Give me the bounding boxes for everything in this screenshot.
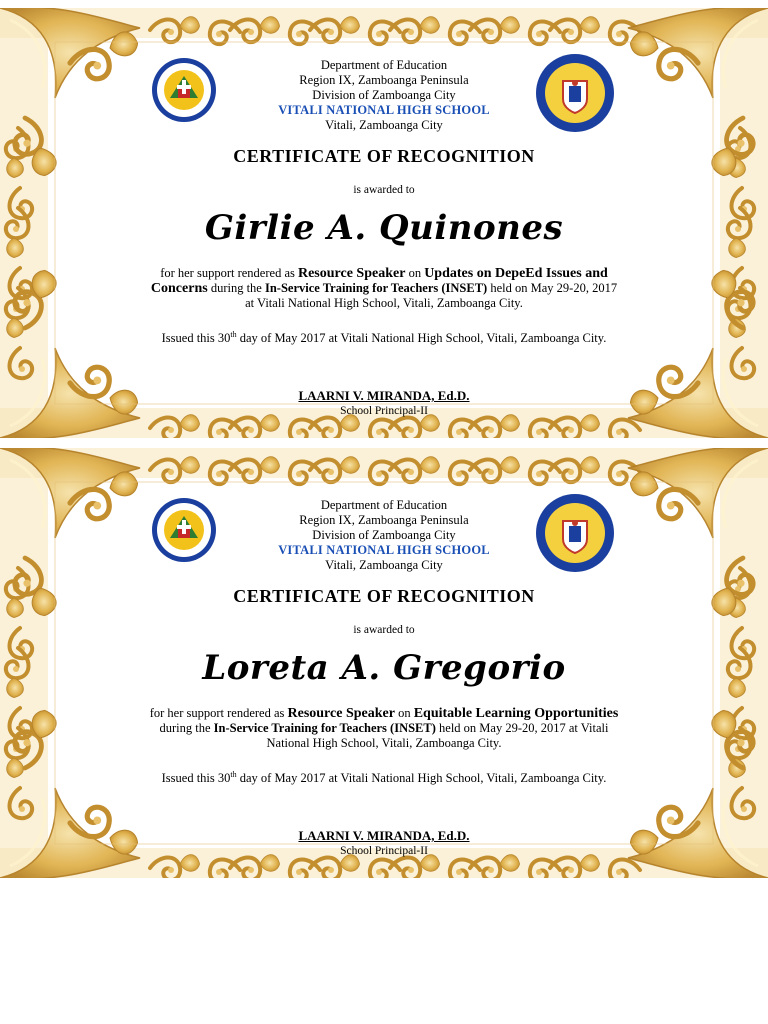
topic-text: Updates on DepeEd Issues and (424, 266, 608, 281)
dept-name: Department of Education (320, 498, 448, 512)
certificate-title: CERTIFICATE OF RECOGNITION (233, 146, 535, 166)
citation-part: held on May 29-20, 2017 (487, 281, 618, 295)
certificate-content (90, 448, 678, 878)
topic-text: Equitable Learning Opportunities (413, 706, 619, 721)
school-location: Vitali, Zamboanga City (325, 558, 443, 572)
header-block (90, 58, 678, 133)
signatory-name: LAARNI V. MIRANDA, Ed.D. (298, 388, 470, 403)
school-location: Vitali, Zamboanga City (325, 118, 443, 132)
citation-part: held on May 29-20, 2017 at Vitali (435, 721, 609, 735)
signatory-position: School Principal-II (340, 405, 428, 417)
region-name: Region IX, Zamboanga Peninsula (299, 73, 469, 87)
signatory-name: LAARNI V. MIRANDA, Ed.D. (298, 828, 470, 843)
citation-part: during the (207, 281, 265, 295)
citation-part: during the (159, 721, 214, 735)
awarded-text: is awarded to (353, 184, 415, 196)
school-name: VITALI NATIONAL HIGH SCHOOL (278, 543, 490, 557)
citation-part: on (405, 266, 425, 280)
citation-part: National High School, Vitali, Zamboanga City. (266, 736, 502, 750)
dept-name: Department of Education (320, 58, 448, 72)
certificate-title: CERTIFICATE OF RECOGNITION (233, 586, 535, 606)
citation-part: for her support rendered as (149, 706, 288, 720)
issued-sup: th (230, 330, 237, 339)
certificate-1 (0, 8, 768, 438)
region-name: Region IX, Zamboanga Peninsula (299, 513, 469, 527)
event-text: In-Service Training for Teachers (INSET) (264, 281, 488, 295)
citation-text (90, 266, 678, 311)
issued-part: Issued this 30 (161, 331, 231, 346)
issued-text (90, 330, 678, 346)
role-text: Resource Speaker (297, 266, 406, 281)
issued-part: Issued this 30 (161, 771, 231, 786)
school-name: VITALI NATIONAL HIGH SCHOOL (278, 103, 490, 117)
division-name: Division of Zamboanga City (312, 528, 456, 542)
certificate-2 (0, 448, 768, 878)
citation-part: at Vitali National High School, Vitali, Zamboanga City. (245, 296, 523, 310)
issued-part: day of May 2017 at Vitali National High School, Vitali, Zamboanga City. (236, 331, 607, 346)
topic-text-cont: Concerns (150, 281, 208, 296)
issued-text (90, 770, 678, 786)
event-text: In-Service Training for Teachers (INSET) (213, 721, 436, 735)
role-text: Resource Speaker (287, 706, 395, 721)
header-block (90, 498, 678, 573)
awarded-text: is awarded to (353, 624, 415, 636)
issued-part: day of May 2017 at Vitali National High School, Vitali, Zamboanga City. (236, 771, 607, 786)
citation-part: on (394, 706, 414, 720)
recipient-name: Loreta A. Gregorio (202, 648, 566, 688)
division-name: Division of Zamboanga City (312, 88, 456, 102)
citation-text (90, 706, 678, 751)
recipient-name: Girlie A. Quinones (204, 208, 564, 248)
issued-sup: th (230, 770, 237, 779)
certificate-content (90, 8, 678, 438)
citation-part: for her support rendered as (160, 266, 298, 280)
signatory-position: School Principal-II (340, 845, 428, 857)
